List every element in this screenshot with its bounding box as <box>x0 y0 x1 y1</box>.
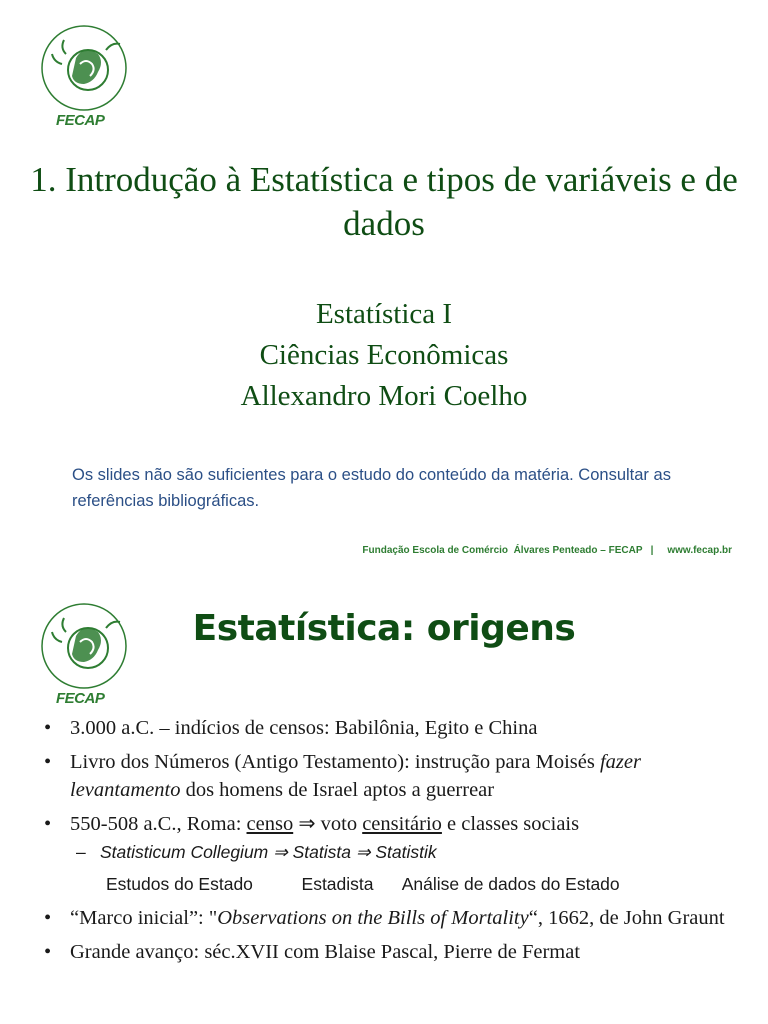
course-name: Estatística I <box>315 298 453 330</box>
bullet-item: • Livro dos Números (Antigo Testamento): instrução para Moisés fazer levantamento dos homens de Israel aptos a guerrear <box>44 748 744 804</box>
subtitle-block <box>20 294 748 417</box>
sub-row: Estudos do Estado Estadista Análise de dados do Estado <box>106 874 620 894</box>
bullet-dot-icon: • <box>44 907 52 929</box>
logo-wordmark: FECAP <box>56 112 105 129</box>
logo-wordmark: FECAP <box>56 690 105 707</box>
slide-title: 1. Introdução à Estatística e tipos de variáveis e de dados <box>30 160 738 243</box>
slide-divider <box>0 572 768 582</box>
bullet-dot-icon: • <box>44 717 52 739</box>
bullet-dot-icon: • <box>44 941 52 963</box>
slide-title: Estatística: origens <box>192 608 576 649</box>
footer-text: Fundação Escola de Comércio Álvares Penteado – FECAP | www.fecap.br <box>362 545 732 556</box>
dash-icon: – <box>76 842 86 862</box>
sub-bullet: – Statisticum Collegium ⇒ Statista ⇒ Statistik <box>76 842 437 862</box>
disclaimer-note: Os slides não são suficientes para o estudo do conteúdo da matéria. Consultar as referências bibliográficas. <box>72 466 671 510</box>
program-name: Ciências Econômicas <box>259 339 509 371</box>
bullet-dot-icon: • <box>44 751 52 773</box>
slide-2 <box>0 582 768 1024</box>
bullet-item: • Grande avanço: séc.XVII com Blaise Pascal, Pierre de Fermat <box>44 938 744 966</box>
bullet-item: • “Marco inicial”: "Observations on the Bills of Mortality“, 1662, de John Graunt <box>44 904 744 932</box>
bullet-list <box>44 714 744 972</box>
bullet-item: • 550-508 a.C., Roma: censo ⇒ voto censitário e classes sociais <box>44 810 744 838</box>
logo-seal-icon <box>36 24 136 114</box>
author-name: Allexandro Mori Coelho <box>240 380 528 412</box>
fecap-logo <box>36 24 136 134</box>
bullet-dot-icon: • <box>44 813 52 835</box>
bullet-item: • 3.000 a.C. – indícios de censos: Babilônia, Egito e China <box>44 714 744 742</box>
